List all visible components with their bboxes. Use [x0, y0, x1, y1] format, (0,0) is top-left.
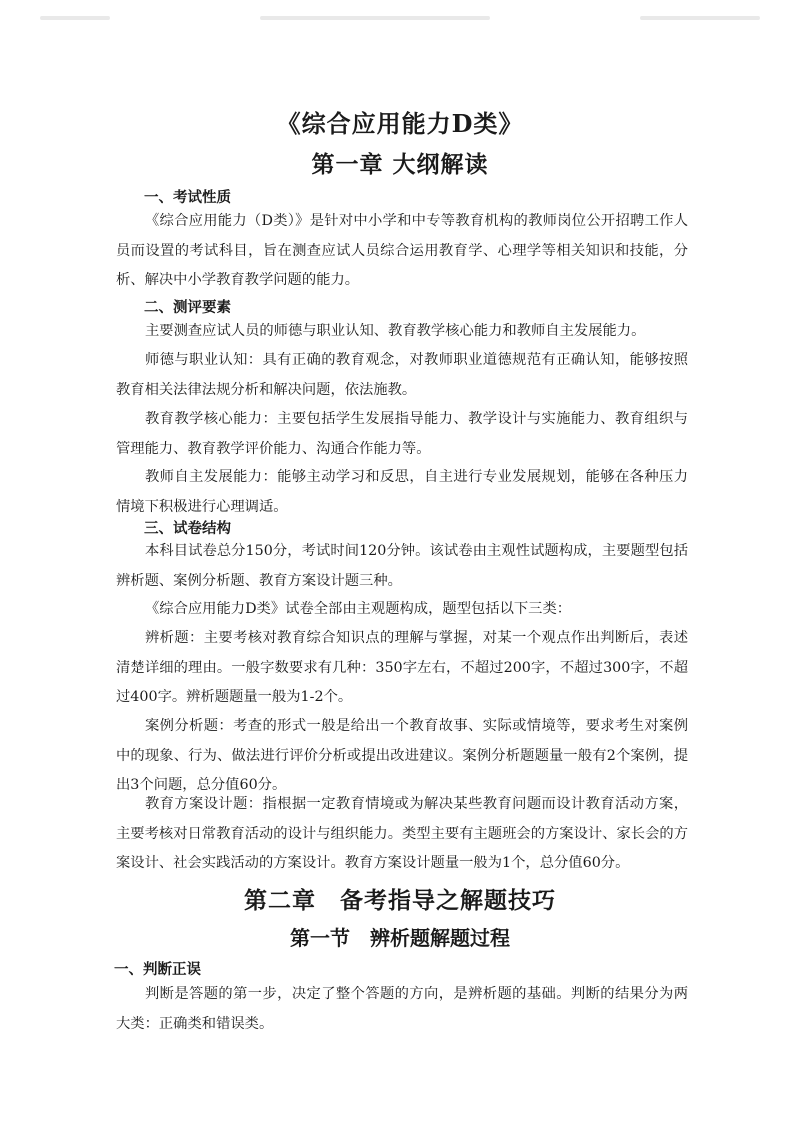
paragraph-case-analysis: 案例分析题：考查的形式一般是给出一个教育故事、实际或情境等，要求考生对案例中的现象、行为、做法进行评价分析或提出改进建议。案例分析题题量一般有2个案例，提出3个问题，总分值60分。 [116, 718, 688, 793]
paragraph-paper-structure: 本科目试卷总分150分，考试时间120分钟。该试卷由主观性试题构成，主要题型包括辨析题、案例分析题、教育方案设计题三种。 [116, 543, 688, 589]
chapter-2-title: 第二章 备考指导之解题技巧 [244, 887, 556, 914]
heading-paper-structure: 三、试卷结构 [144, 520, 231, 537]
heading-exam-nature: 一、考试性质 [144, 189, 231, 206]
paragraph-exam-nature: 《综合应用能力（D类）》是针对中小学和中专等教育机构的教师岗位公开招聘工作人员而设置的考试科目，旨在测查应试人员综合运用教育学、心理学等相关知识和技能，分析、解决中小学教育教学问题的能力。 [116, 213, 688, 288]
paragraph-question-types: 《综合应用能力D类》试卷全部由主观题构成，题型包括以下三类： [145, 601, 572, 617]
paragraph-assessment-summary: 主要测查应试人员的师德与职业认知、教育教学核心能力和教师自主发展能力。 [145, 323, 646, 339]
paragraph-plan-design: 教育方案设计题：指根据一定教育情境或为解决某些教育问题而设计教育活动方案，主要考核对日常教育活动的设计与组织能力。类型主要有主题班会的方案设计、家长会的方案设计、社会实践活动的方案设计。教育方案设计题量一般为1个，总分值60分。 [116, 796, 688, 871]
section-1-title: 第一节 辨析题解题过程 [290, 926, 510, 950]
paragraph-judgment: 判断是答题的第一步，决定了整个答题的方向，是辨析题的基础。判断的结果分为两大类：正确类和错误类。 [116, 986, 688, 1032]
paragraph-core-ability: 教育教学核心能力：主要包括学生发展指导能力、教学设计与实施能力、教育组织与管理能力、教育教学评价能力、沟通合作能力等。 [116, 411, 688, 457]
paragraph-discrimination: 辨析题：主要考核对教育综合知识点的理解与掌握，对某一个观点作出判断后，表述清楚详细的理由。一般字数要求有几种：350字左右，不超过200字，不超过300字，不超过400字。辨析题题量一般为1-2个。 [116, 630, 688, 705]
scan-header-artifact [40, 12, 760, 24]
chapter-1-title: 第一章 大纲解读 [311, 151, 489, 178]
heading-judgment: 一、判断正误 [114, 961, 201, 978]
paragraph-self-development: 教师自主发展能力：能够主动学习和反思，自主进行专业发展规划，能够在各种压力情境下积极进行心理调适。 [116, 469, 688, 515]
heading-assessment-elements: 二、测评要素 [144, 299, 231, 316]
paragraph-ethics: 师德与职业认知：具有正确的教育观念，对教师职业道德规范有正确认知，能够按照教育相关法律法规分析和解决问题，依法施教。 [116, 352, 688, 398]
document-title: 《综合应用能力D类》 [276, 109, 524, 138]
